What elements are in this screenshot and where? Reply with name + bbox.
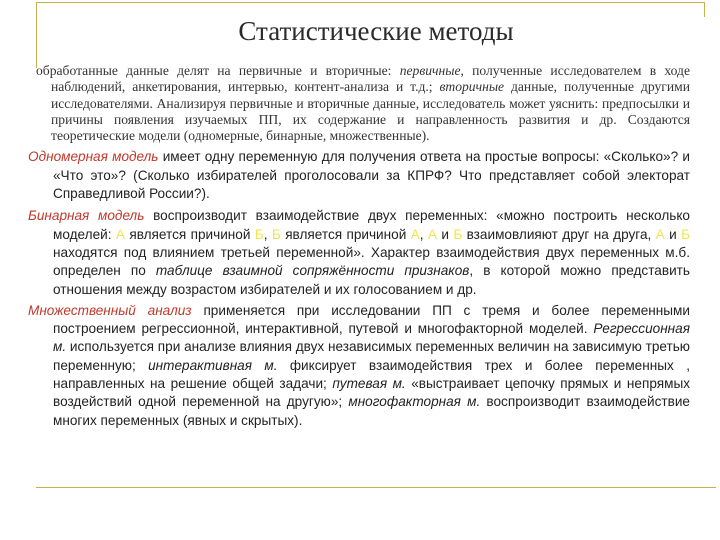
paragraph-data-types [28, 63, 690, 144]
variable-b: Б [453, 226, 463, 242]
page-title: Статистические методы [238, 16, 514, 46]
term-multiple-analysis: Множественный анализ [28, 302, 192, 318]
slide-content [28, 63, 690, 430]
term-interactive-model: интерактивная м. [148, 357, 278, 373]
text-run: воспроизводит взаимодействие двух переменных: «можно построить несколько моделей: [53, 208, 690, 242]
term-one-dimensional-model: Одномерная модель [28, 149, 159, 165]
text-run: имеет одну переменную для получения ответа на простые вопросы: «Сколько»? и «Что это»? (Сколько избирателей проголосовали за КПРФ? Что представляет собой электорат Справедливой России?). [53, 149, 691, 202]
text-run: данные, полученные другими исследователями. Анализируя первичные и вторичные данные, исследователь может уяснить: предпосылки и причины появления изучаемых ПП, их содержание и направленность развития и др. Создаются теоретические модели (одномерные, бинарные, множественные). [51, 79, 690, 144]
term-path-model: путевая м. [332, 376, 406, 392]
text-run: и [437, 226, 454, 242]
text-run: , полученные исследователем в ходе наблюдений, анкетирования, интервью, контент-анализа и т.д.; [51, 63, 690, 95]
variable-b: Б [681, 226, 690, 242]
text-run: обработанные данные делят на первичные и вторичные: [36, 63, 400, 78]
text-run: применяется при исследовании ПП с тремя и более переменными построением регрессионной, интерактивной, путевой и многофакторной моделей. [53, 302, 690, 337]
variable-b: Б [271, 226, 281, 242]
slide-frame-top [36, 2, 705, 17]
text-run: используется при анализе влияния двух независимых переменных величин на зависимую третью переменную; [53, 339, 690, 373]
term-contingency-table: таблице взаимной сопряжённости признаков [155, 263, 470, 279]
text-run: является причиной [124, 226, 255, 242]
term-regression-model: Регрессионная м. [53, 321, 690, 355]
text-run: , в которой можно представить отношения между возрастом избирателей и их голосованием и др. [53, 263, 690, 297]
term-binary-model: Бинарная модель [28, 208, 145, 224]
paragraph-one-dimensional-model [28, 148, 690, 203]
text-run: , [419, 226, 428, 242]
text-run: находятся под влиянием третьей переменной». Характер взаимодействия двух переменных м.б. определен по [53, 244, 690, 279]
text-run: воспроизводит взаимодействие многих переменных (явных и скрытых). [53, 394, 690, 428]
variable-a: А [427, 226, 437, 242]
text-run: и [664, 226, 682, 242]
term-secondary: вторичные [439, 79, 505, 95]
variable-b: Б [254, 226, 264, 242]
text-run: взаимовлияют друг на друга, [462, 226, 656, 242]
text-run: , [263, 226, 272, 242]
text-run: «выстраивает цепочку прямых и непрямых воздействий одной переменной на другую»; [53, 376, 691, 410]
text-run: является причиной [280, 226, 411, 242]
variable-a: А [115, 226, 125, 242]
paragraph-binary-model [28, 207, 690, 298]
term-multifactor-model: многофакторная м. [348, 394, 481, 410]
variable-a: А [655, 226, 665, 242]
text-run: фиксирует взаимодействия трех и более переменных , направленных на решение общей задачи; [53, 357, 690, 392]
term-primary: первичные [399, 63, 461, 78]
variable-a: А [410, 226, 420, 242]
paragraph-multiple-analysis [28, 302, 690, 430]
slide-frame-bottom [36, 487, 716, 488]
